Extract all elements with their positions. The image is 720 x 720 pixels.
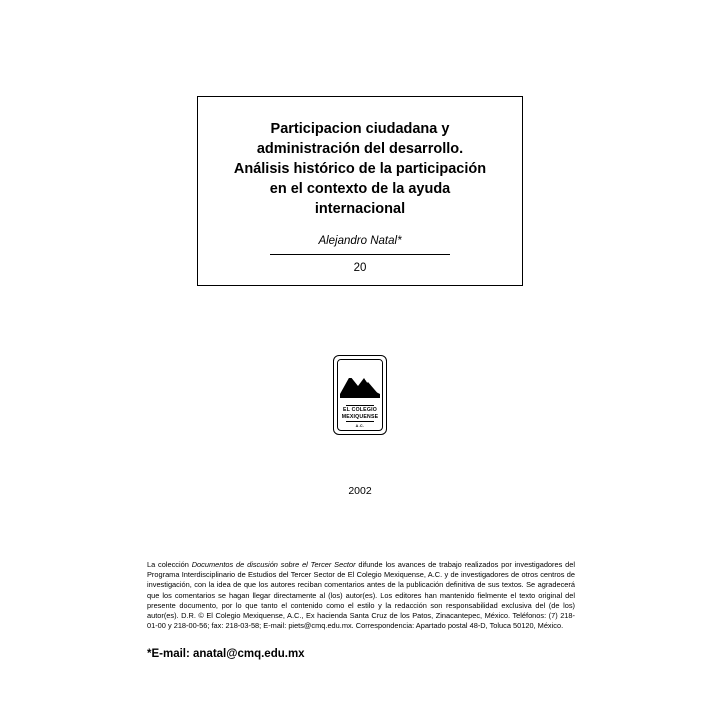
title-box bbox=[197, 96, 523, 286]
logo-divider-top bbox=[346, 405, 374, 406]
logo-inner-frame bbox=[337, 359, 383, 431]
document-number: 20 bbox=[353, 262, 367, 274]
title-line-2: administración del desarrollo. bbox=[256, 141, 464, 157]
title-line-5: internacional bbox=[314, 201, 406, 217]
author-name: Alejandro Natal* bbox=[318, 235, 402, 247]
author-email: *E-mail: anatal@cmq.edu.mx bbox=[147, 648, 305, 660]
footer-part-1: La colección bbox=[147, 560, 192, 569]
publication-year: 2002 bbox=[348, 485, 372, 497]
logo-text-line-3: A.C. bbox=[355, 424, 365, 429]
publisher-logo bbox=[333, 355, 387, 435]
mountain-icon bbox=[338, 360, 382, 404]
document-title bbox=[198, 97, 522, 219]
title-line-1: Participacion ciudadana y bbox=[270, 121, 450, 137]
footer-note bbox=[147, 560, 575, 631]
logo-text-line-1: EL COLEGIO bbox=[343, 407, 377, 413]
footer-series-title: Documentos de discusión sobre el Tercer Sector bbox=[191, 560, 356, 569]
title-line-3: Análisis histórico de la participación bbox=[233, 161, 487, 177]
title-line-4: en el contexto de la ayuda bbox=[269, 181, 451, 197]
footer-part-2: difunde los avances de trabajo realizados por investigadores del Programa Interdisciplinario de Estudios del Tercer Sector de El Colegio Mexiquense, A.C. y de investigadores de otros centros de investigación, con la idea de que los autores reciban comentarios antes de la publicación definitiva de sus textos. Se agradecerá que los comentarios se hagan llegar directamente al (los) autor(es). Los editores han mantenido fielmente el texto original del presente documento, por lo que tanto el contenido como el estilo y la redacción son responsabilidad exclusiva del (de los) autor(es). D.R. © El Colegio Mexiquense, A.C., Ex hacienda Santa Cruz de los Patos, Zinacantepec, México. Teléfonos: (7) 218-01-00 y 218-00-56; fax: 218-03-58; E-mail: piets@cmq.edu.mx. Correspondencia: Apartado postal 48-D, Toluca 50120, México. bbox=[147, 560, 576, 631]
author-rule bbox=[270, 254, 450, 255]
logo-text bbox=[338, 404, 382, 430]
logo-divider-bottom bbox=[346, 421, 374, 422]
logo-text-line-2: MEXIQUENSE bbox=[341, 413, 379, 420]
